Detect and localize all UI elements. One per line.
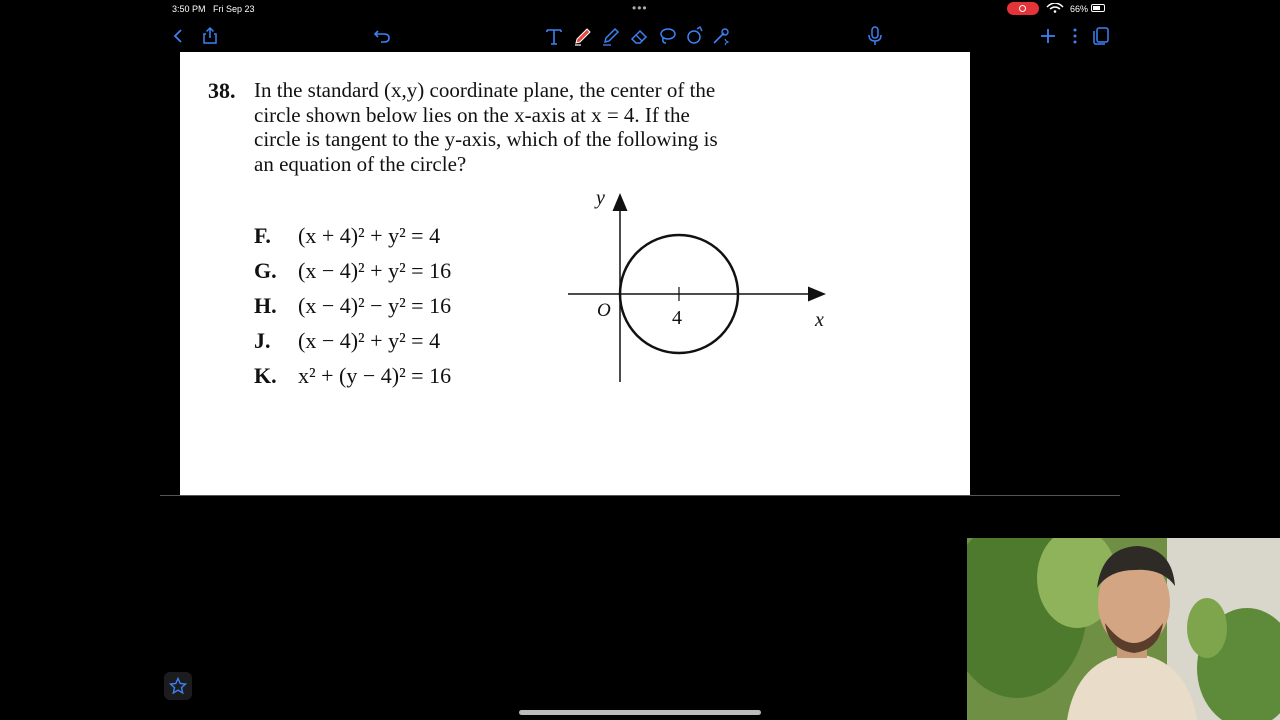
pen-icon[interactable] — [570, 23, 596, 49]
center-label: 4 — [672, 307, 682, 329]
question-text — [254, 78, 844, 176]
battery-icon — [1091, 4, 1105, 12]
x-axis-label: x — [815, 309, 824, 331]
microphone-icon[interactable] — [862, 23, 888, 49]
webcam-overlay — [967, 538, 1280, 720]
lasso-icon[interactable] — [654, 23, 680, 49]
choice-letter: J. — [254, 328, 271, 353]
undo-icon[interactable] — [369, 23, 395, 49]
answer-choice-j — [254, 328, 440, 354]
star-icon[interactable] — [164, 672, 192, 700]
question-number: 38. — [208, 78, 236, 103]
choice-letter: K. — [254, 363, 277, 388]
choice-equation: (x + 4)² + y² = 4 — [298, 223, 441, 248]
circle-graph — [568, 182, 838, 387]
page-divider — [160, 495, 1120, 496]
answer-choice-h — [254, 293, 451, 319]
question-line: circle shown below lies on the x-axis at x = 4. If the — [254, 102, 690, 127]
answer-choice-f — [254, 223, 440, 249]
shapes-icon[interactable] — [682, 23, 708, 49]
magic-tool-icon[interactable] — [708, 23, 734, 49]
status-date: Fri Sep 23 — [213, 4, 255, 14]
multitask-dots-icon[interactable]: ••• — [632, 1, 648, 15]
question-line: In the standard (x,y) coordinate plane, the center of the — [254, 78, 716, 102]
wifi-icon — [1046, 3, 1064, 15]
highlighter-icon[interactable] — [598, 23, 624, 49]
status-time: 3:50 PM — [172, 4, 206, 14]
choice-letter: G. — [254, 258, 277, 283]
battery-percentage: 66% — [1070, 4, 1089, 14]
home-indicator[interactable] — [519, 710, 761, 715]
choice-equation: (x − 4)² + y² = 4 — [298, 328, 441, 353]
question-line: circle is tangent to the y-axis, which of the following is — [254, 127, 718, 151]
origin-label: O — [597, 300, 611, 321]
webcam-feed-icon — [967, 538, 1280, 720]
back-chevron-icon[interactable] — [166, 23, 192, 49]
status-bar — [160, 0, 1120, 18]
pages-icon[interactable] — [1088, 23, 1114, 49]
choice-equation: (x − 4)² + y² = 16 — [298, 258, 452, 283]
y-axis-label: y — [596, 187, 605, 209]
eraser-icon[interactable] — [626, 23, 652, 49]
choice-letter: H. — [254, 293, 277, 318]
question-line: an equation of the circle? — [254, 151, 467, 176]
answer-choice-k — [254, 363, 451, 389]
choice-equation: (x − 4)² − y² = 16 — [298, 293, 452, 318]
answer-choice-g — [254, 258, 451, 284]
choice-letter: F. — [254, 223, 271, 248]
text-tool-icon[interactable] — [541, 23, 567, 49]
share-icon[interactable] — [197, 23, 223, 49]
toolbar — [160, 20, 1120, 52]
document-page[interactable] — [180, 52, 970, 496]
choice-equation: x² + (y − 4)² = 16 — [298, 363, 452, 388]
screen-recording-indicator[interactable] — [1007, 2, 1039, 15]
add-icon[interactable] — [1035, 23, 1061, 49]
more-icon[interactable] — [1062, 23, 1088, 49]
